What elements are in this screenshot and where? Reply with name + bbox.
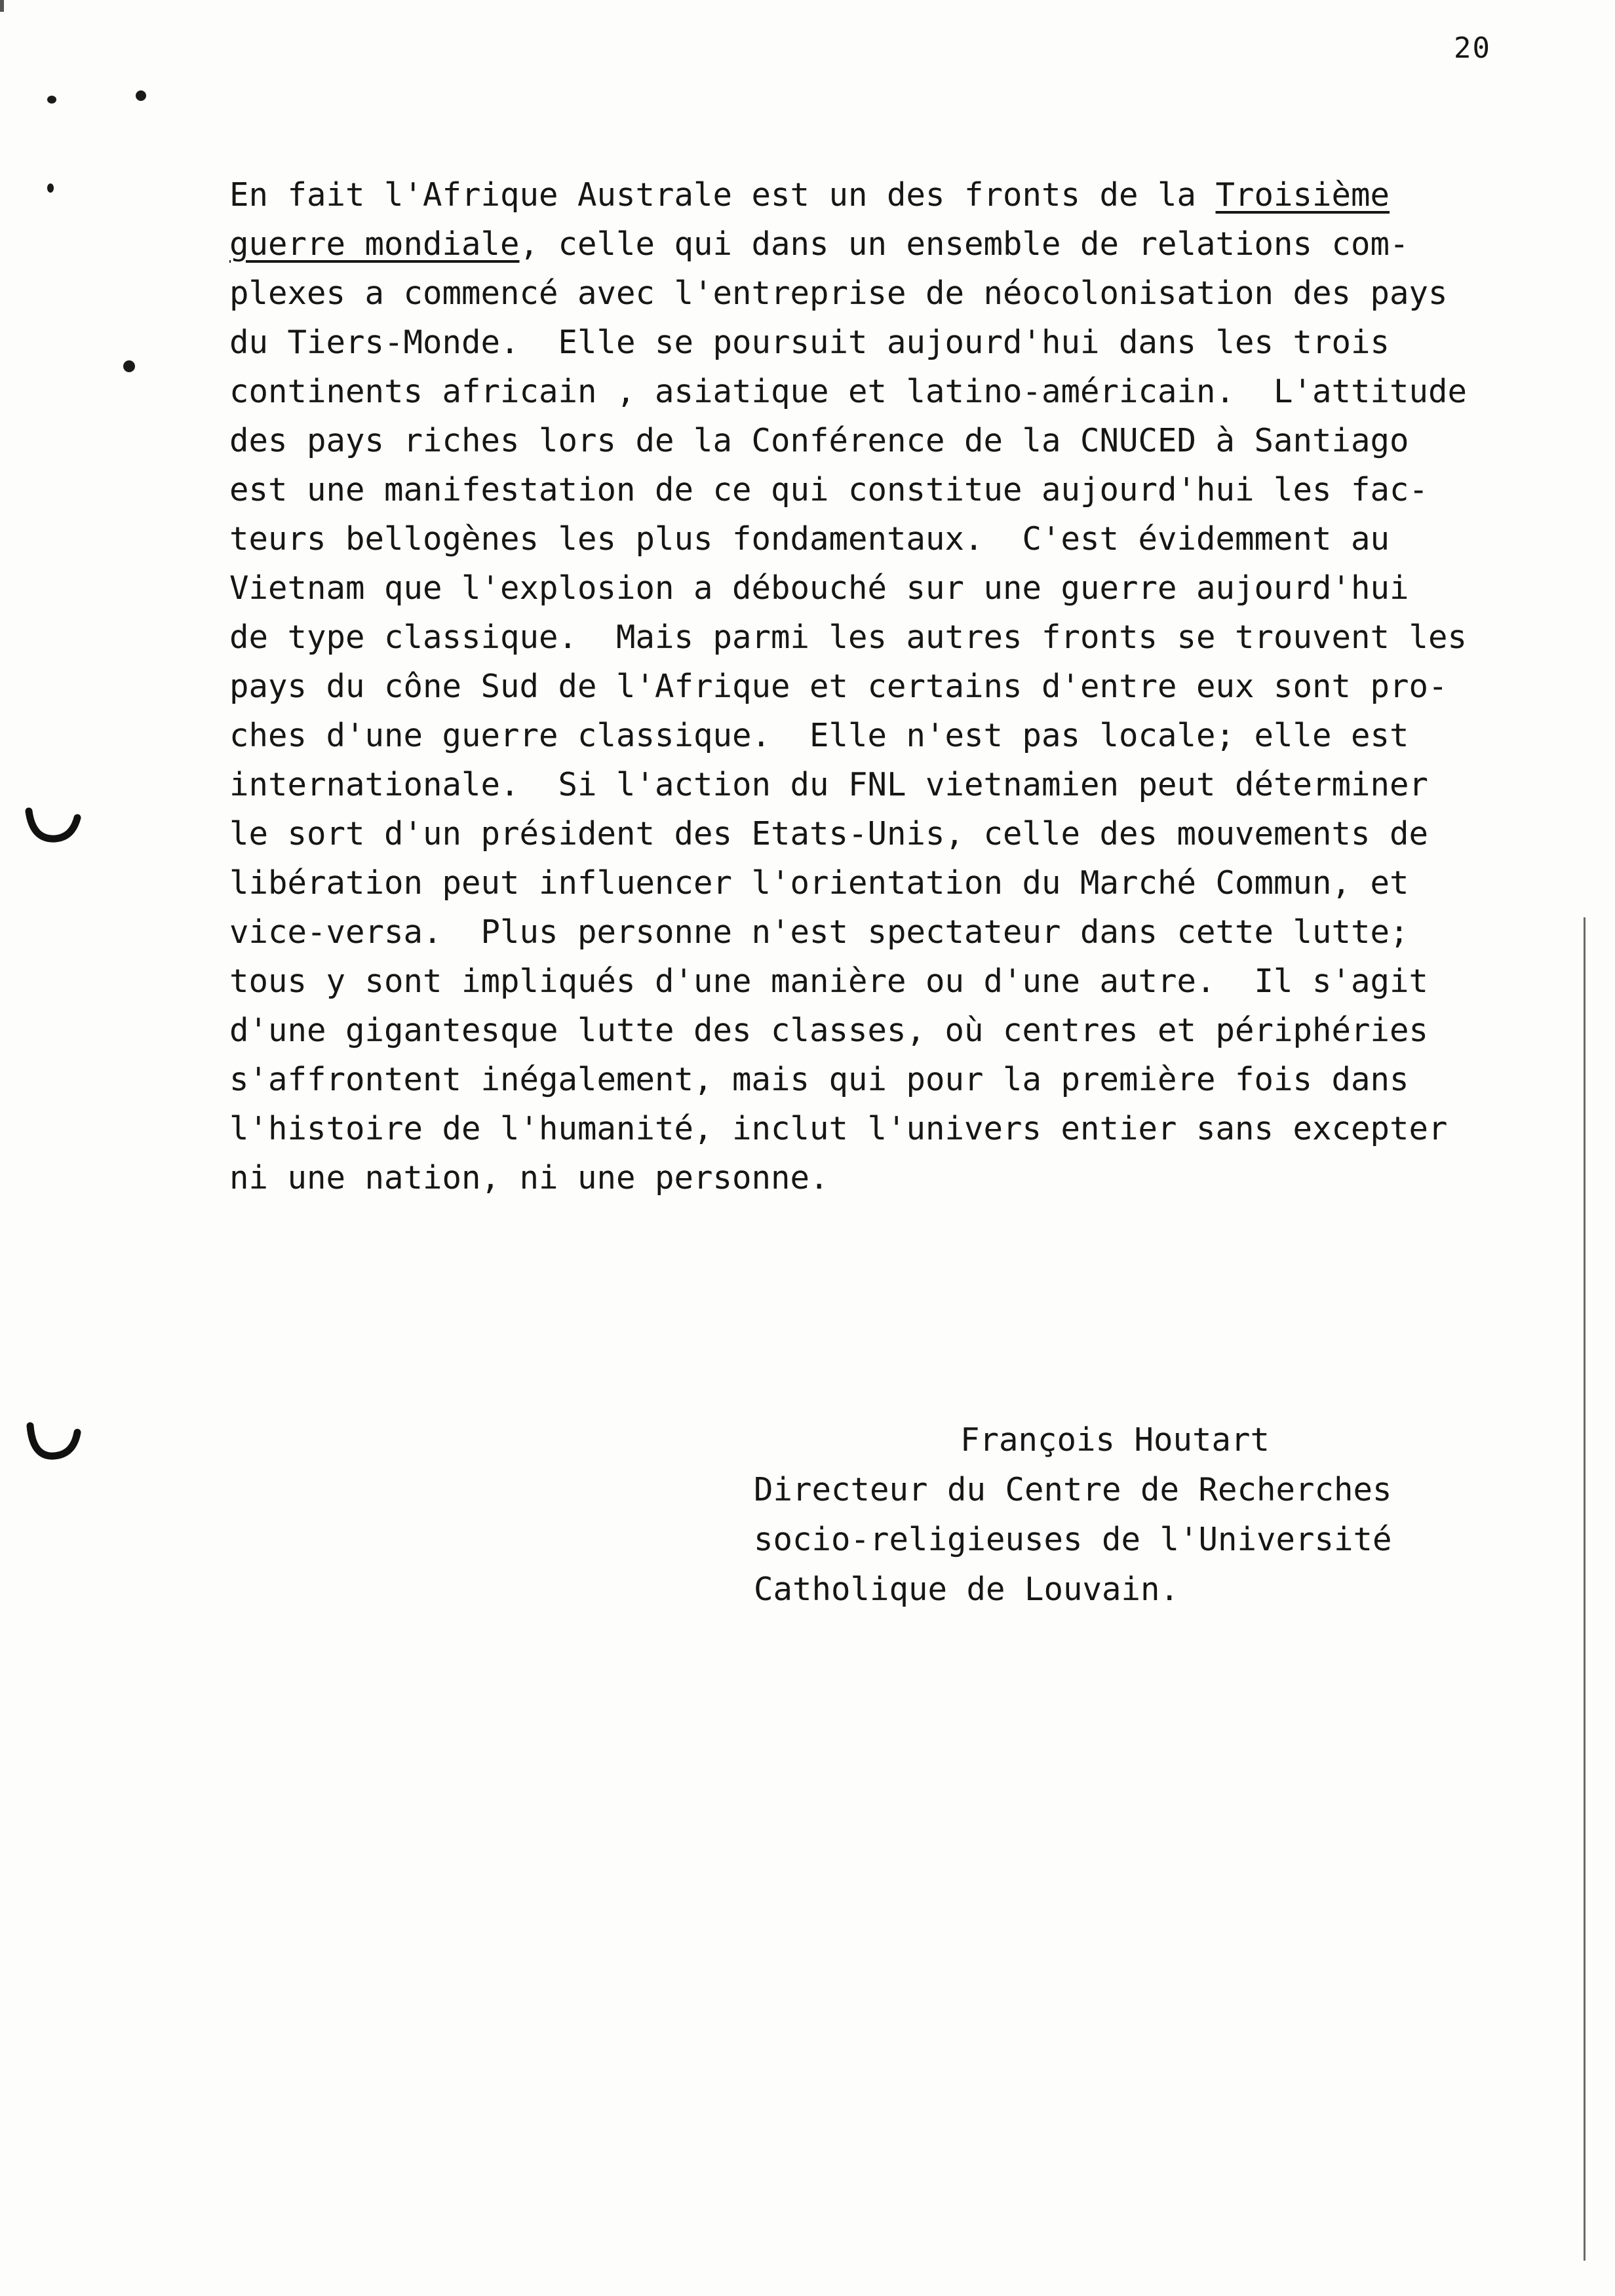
text-line: Vietnam que l'explosion a débouché sur une guerre aujourd'hui (229, 569, 1409, 607)
author-title-line: Directeur du Centre de Recherches (754, 1471, 1392, 1508)
body-text (229, 170, 1547, 1202)
text-line: libération peut influencer l'orientation du Marché Commun, et (229, 864, 1409, 902)
text-line: continents africain , asiatique et latino-américain. L'attitude (229, 373, 1468, 410)
scan-edge-line (0, 0, 4, 12)
margin-dot (136, 90, 146, 101)
text-line-content: En fait l'Afrique Australe est un des fronts de la (229, 176, 1216, 214)
text-line: d'une gigantesque lutte des classes, où centres et périphéries (229, 1012, 1429, 1049)
underlined-phrase: guerre mondiale (229, 225, 520, 263)
text-line: ni une nation, ni une personne. (229, 1159, 829, 1196)
text-line: teurs bellogènes les plus fondamentaux. C'est évidemment au (229, 520, 1390, 558)
text-line: ches d'une guerre classique. Elle n'est pas locale; elle est (229, 717, 1409, 754)
author-title-line: Catholique de Louvain. (754, 1571, 1180, 1608)
margin-dot (47, 96, 56, 104)
binder-hole-mark (24, 1415, 83, 1468)
text-line: de type classique. Mais parmi les autres fronts se trouvent les (229, 619, 1468, 656)
binder-hole-mark (24, 799, 83, 852)
text-line: plexes a commencé avec l'entreprise de néocolonisation des pays (229, 275, 1448, 312)
text-line: vice-versa. Plus personne n'est spectateur dans cette lutte; (229, 913, 1409, 951)
underlined-phrase: Troisième (1215, 176, 1390, 214)
page-number: 20 (1454, 31, 1491, 65)
text-line: s'affrontent inégalement, mais qui pour la première fois dans (229, 1061, 1409, 1098)
text-line (229, 220, 1547, 269)
text-line: l'histoire de l'humanité, inclut l'univers entier sans excepter (229, 1110, 1448, 1147)
text-line (229, 170, 1547, 220)
author-title-line: socio-religieuses de l'Université (754, 1521, 1392, 1558)
text-line: des pays riches lors de la Conférence de la CNUCED à Santiago (229, 422, 1409, 459)
text-line: tous y sont impliqués d'une manière ou d'une autre. Il s'agit (229, 963, 1429, 1000)
text-line-content: , celle qui dans un ensemble de relations com- (519, 225, 1409, 263)
scan-edge-line (1584, 917, 1586, 2261)
text-line: pays du cône Sud de l'Afrique et certains d'entre eux sont pro- (229, 668, 1448, 705)
text-line: du Tiers-Monde. Elle se poursuit aujourd'hui dans les trois (229, 324, 1390, 361)
text-line: internationale. Si l'action du FNL vietnamien peut déterminer (229, 766, 1429, 803)
text-line: le sort d'un président des Etats-Unis, celle des mouvements de (229, 815, 1429, 852)
margin-dot (47, 183, 54, 193)
text-line: est une manifestation de ce qui constitue aujourd'hui les fac- (229, 471, 1429, 508)
author-name: François Houtart (960, 1421, 1270, 1459)
margin-dot (123, 360, 135, 372)
signature-block (754, 1415, 1475, 1615)
